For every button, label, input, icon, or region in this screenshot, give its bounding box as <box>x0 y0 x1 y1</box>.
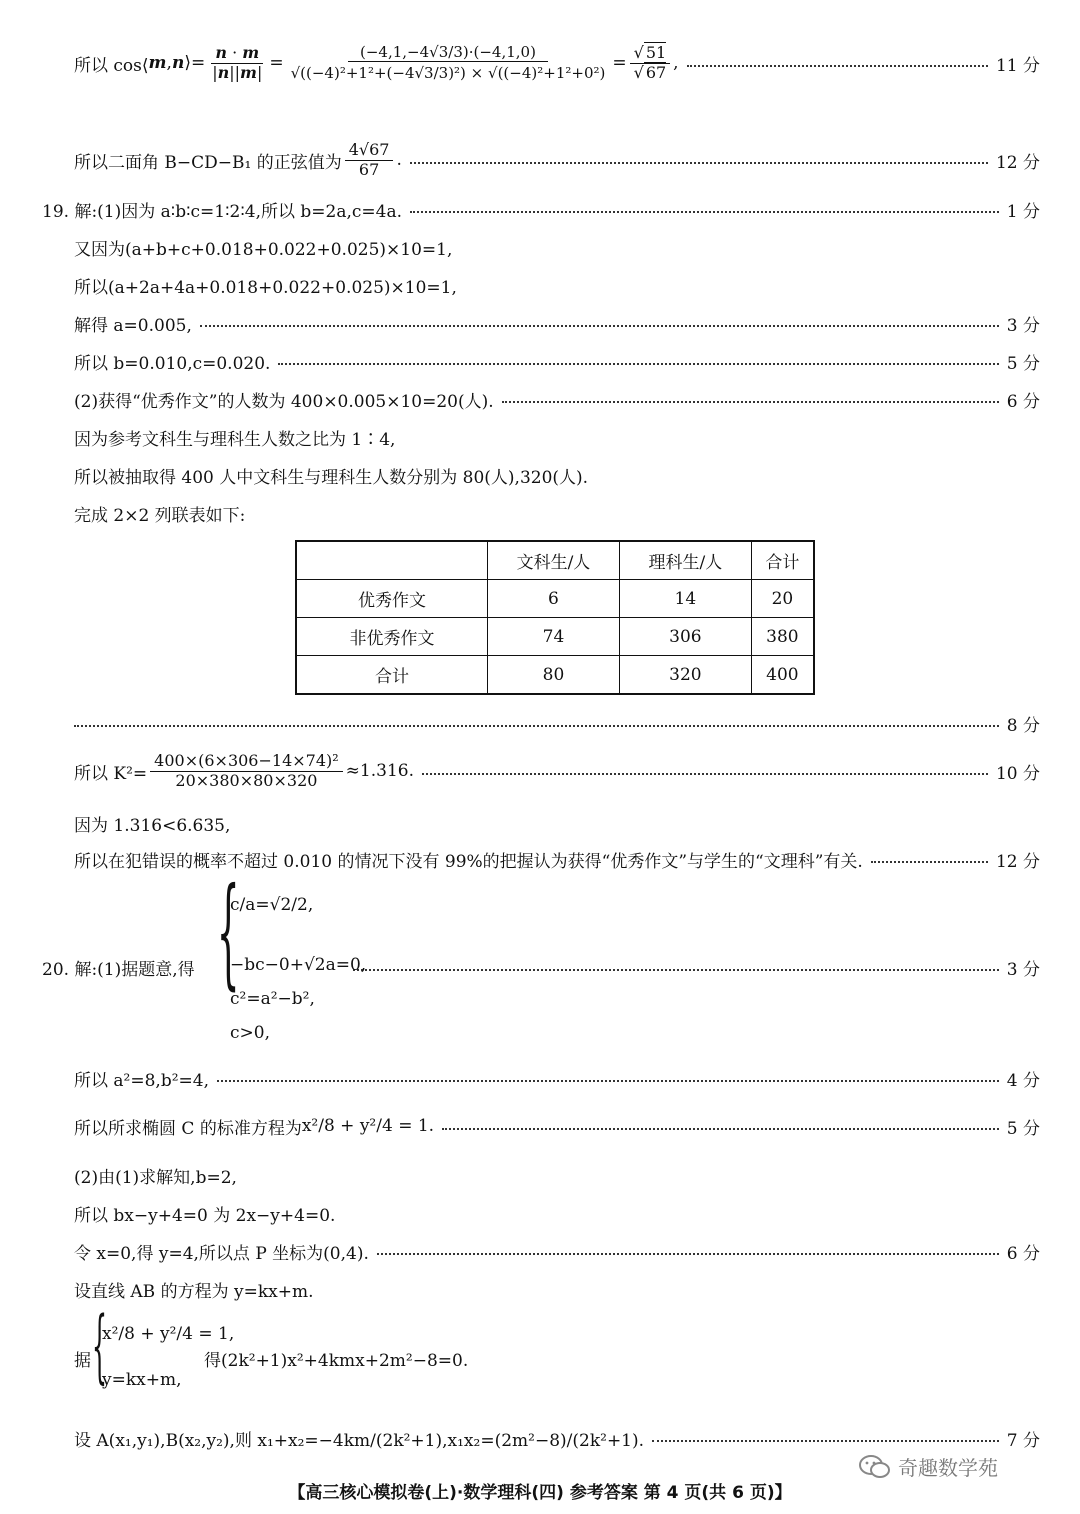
cos-result: $\frac{√ 51}{√ 67}$ <box>630 44 671 82</box>
dot-over-norm: $\frac{n \cdot m}{|n||m|}$ <box>212 43 263 82</box>
table-row: 非优秀作文 74 306 380 <box>296 618 814 656</box>
k2-fraction: $\frac{\text{400×(6×306−14×74)²}}{20\times 380\times 80\times 320}$ <box>150 752 343 790</box>
wechat-icon <box>858 1454 892 1480</box>
q20-line-7: 设直线 AB 的方程为 y=kx+m. <box>74 1281 314 1302</box>
sine-fraction: $\frac{4√67}{67}$ <box>345 141 394 179</box>
q20-line-5: 所以 bx−y+4=0 为 2x−y+4=0. <box>74 1205 336 1226</box>
q19-line-7: 因为参考文科生与理科生人数之比为 1∶4, <box>74 429 396 450</box>
sine-line: 所以二面角 B−CD−B₁ 的正弦值为 $\frac{4√67}{67}$ . 12 分 <box>74 140 1040 179</box>
page-footer: 【高三核心模拟卷(上)·数学理科(四) 参考答案 第 4 页(共 6 页)】 <box>288 1483 792 1503</box>
vec-n: n <box>171 53 185 73</box>
q19-line-1: 19. 解:(1)因为 a∶b∶c=1∶2∶4,所以 b=2a,c=4a. 1 分 <box>42 201 1040 222</box>
q19-line-5: 所以 b=0.010,c=0.020. 5 分 <box>74 353 1040 374</box>
q20-line-4: (2)由(1)求解知,b=2, <box>74 1167 237 1188</box>
q19-line-8: 所以被抽取得 400 人中文科生与理科生人数分别为 80(人),320(人). <box>74 467 589 488</box>
ellipse-equation: x²/8 + y²/4 = 1. <box>301 1116 435 1136</box>
table-score-line: 8 分 <box>74 710 1040 736</box>
table-header-row: 文科生/人 理科生/人 合计 <box>296 541 814 580</box>
left-brace: { <box>91 1299 108 1392</box>
equation-system-2: 据 { x²/8 + y²/4 = 1, y=kx+m, 得(2k²+1)x²+4kmx+2m²−8=0. <box>74 1299 469 1392</box>
cos-big-fraction <box>287 44 610 83</box>
score: 12 分 <box>995 152 1040 173</box>
k2-line: 所以 K²= $\frac{\text{400×(6×306−14×74)²}}{20\times 380\times 80\times 320}$ ≈1.316. 10 分 <box>74 751 1040 790</box>
table-row: 优秀作文 6 14 20 <box>296 580 814 618</box>
q19-line-11: 所以在犯错误的概率不超过 0.010 的情况下没有 99%的把握认为获得“优秀作文”与学生的“文理科”有关. 12 分 <box>74 851 1040 872</box>
leader-dots <box>687 65 988 67</box>
q19-line-6: (2)获得“优秀作文”的人数为 400×0.005×10=20(人). 6 分 <box>74 391 1040 412</box>
q20-line-1: 20. 解:(1)据题意,得 3 分 <box>42 959 1040 980</box>
cos-line: 所以 cos⟨ m , n ⟩= $\frac{n \cdot m}{|n||m|}$ = $\frac{(-4,1,-4√3/3)\cdot(-4,1,0)}{\text{√((−4)²+1²+(−4√3/3)²) × √((−4)²+1²+0²)}}$ = $\frac{√ 51}{√ 67}$ , 11 分 <box>74 42 1040 82</box>
q20-line-2: 所以 a²=8,b²=4, 4 分 <box>74 1070 1040 1091</box>
equation-system-1: { c/a=√2/2, −bc−0+√2a=0, c²=a²−b², c>0, <box>216 863 367 1043</box>
q20-line-3: 所以所求椭圆 C 的标准方程为 x²/8 + y²/4 = 1. 5 分 <box>74 1116 1040 1139</box>
left-brace: { <box>216 863 240 1002</box>
cos-denominator: √((−4)²+1²+(−4√3/3)²) × √((−4)²+1²+0²) <box>290 64 606 82</box>
contingency-table <box>295 540 815 695</box>
q19-line-4: 解得 a=0.005, 3 分 <box>74 315 1040 336</box>
q19-line-2: 又因为(a+b+c+0.018+0.022+0.025)×10=1, <box>74 239 453 260</box>
q19-line-9: 完成 2×2 列联表如下: <box>74 505 246 526</box>
q20-line-8: 设 A(x₁,y₁),B(x₂,y₂),则 x₁+x₂=−4km/(2k²+1),x₁x₂=(2m²−8)/(2k²+1). 7 分 <box>74 1430 1040 1451</box>
cos-prefix: 所以 cos⟨ <box>74 55 149 76</box>
score: 11 分 <box>995 55 1040 76</box>
q19-line-3: 所以(a+2a+4a+0.018+0.022+0.025)×10=1, <box>74 277 457 298</box>
cos-numerator: (−4,1,−4√3/3)·(−4,1,0) <box>348 44 548 62</box>
q19-line-10: 因为 1.316<6.635, <box>74 815 231 836</box>
watermark: 奇趣数学苑 <box>858 1452 998 1481</box>
vec-m: m <box>148 53 167 73</box>
q20-line-6: 令 x=0,得 y=4,所以点 P 坐标为(0,4). 6 分 <box>74 1243 1040 1264</box>
table-row: 合计 80 320 400 <box>296 656 814 695</box>
